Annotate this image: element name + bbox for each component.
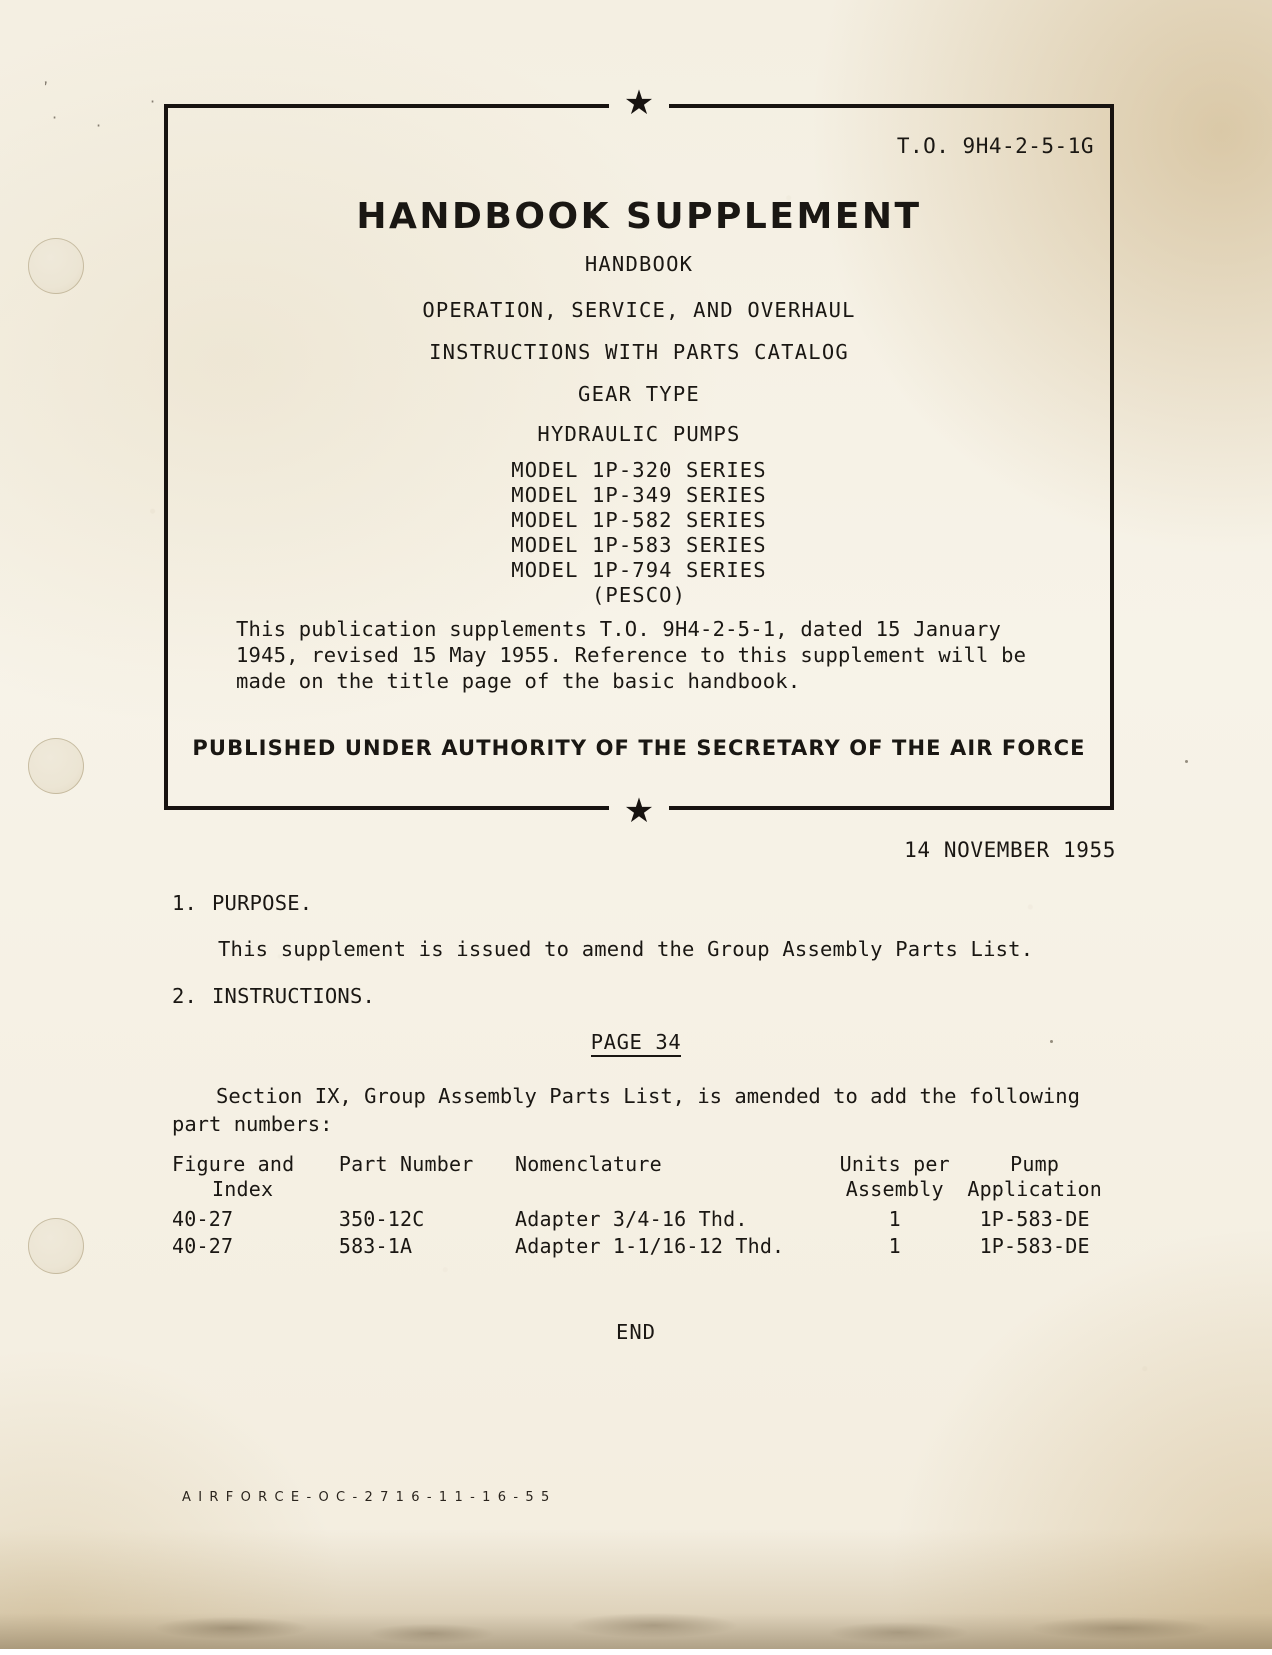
cell-pump-application: 1P-583-DE <box>979 1207 1090 1231</box>
parts-table <box>172 1152 1102 1260</box>
cell-figure-index: 40-27 <box>172 1234 234 1258</box>
column-header-units-per-assembly <box>822 1152 967 1206</box>
section-2-title: INSTRUCTIONS. <box>212 984 376 1008</box>
subtitle-operation: OPERATION, SERVICE, AND OVERHAUL <box>422 298 856 322</box>
cell-nomenclature: Adapter 3/4-16 Thd. <box>515 1207 748 1231</box>
parts-table-head <box>172 1152 1102 1206</box>
binder-punch-hole <box>28 238 84 294</box>
subtitle-instructions: INSTRUCTIONS WITH PARTS CATALOG <box>429 340 849 364</box>
column-header-pump-application <box>967 1152 1102 1206</box>
parts-table-body <box>172 1206 1102 1260</box>
section-1-title: PURPOSE. <box>212 891 313 915</box>
cell-units-per-assembly: 1 <box>888 1207 901 1231</box>
column-header-pump-line2: Application <box>967 1177 1102 1201</box>
subtitle-hydraulic-pumps: HYDRAULIC PUMPS <box>537 422 741 446</box>
page-edge-shadow <box>0 1529 1272 1649</box>
cell-part-number: 350-12C <box>338 1207 425 1231</box>
column-header-figure-line1: Figure and <box>172 1152 295 1176</box>
page-reference-label: PAGE 34 <box>591 1030 682 1057</box>
table-row <box>172 1233 1102 1260</box>
footer-printing-code: A I R F O R C E - O C - 2 7 1 6 - 1 1 - 1 6 - 5 5 <box>182 1490 551 1505</box>
table-header-row <box>172 1152 1102 1206</box>
table-row <box>172 1206 1102 1233</box>
column-header-nomenclature-label: Nomenclature <box>515 1152 662 1176</box>
border-rule-top-right <box>669 104 1114 108</box>
border-rule-bottom-left <box>164 806 609 810</box>
section-1-body: This supplement is issued to amend the Group Assembly Parts List. <box>218 937 1034 961</box>
section-1-number: 1. <box>172 891 198 915</box>
page-title: HANDBOOK SUPPLEMENT <box>356 196 922 237</box>
cell-figure-index: 40-27 <box>172 1207 234 1231</box>
border-rule-top-left <box>164 104 609 108</box>
cell-units-per-assembly: 1 <box>888 1234 901 1258</box>
supplement-note: This publication supplements T.O. 9H4-2-5-1, dated 15 January 1945, revised 15 May 1955. Reference to this supplement will be made on the title page of the basic handbook. <box>236 617 1027 693</box>
model-list <box>164 458 1114 608</box>
cell-pump-application: 1P-583-DE <box>979 1234 1090 1258</box>
model-list-item: MODEL 1P-349 SERIES <box>511 483 767 507</box>
paper-speck <box>1185 760 1188 763</box>
star-icon: ★ <box>623 83 655 123</box>
stray-pencil-mark: · <box>96 116 102 135</box>
amendment-paragraph <box>172 1082 1102 1138</box>
model-list-item: MODEL 1P-582 SERIES <box>511 508 767 532</box>
column-header-pump-line1: Pump <box>1010 1152 1060 1176</box>
document-date: 14 NOVEMBER 1955 <box>904 838 1116 862</box>
column-header-part-number <box>339 1152 515 1206</box>
binder-punch-hole <box>28 1218 84 1274</box>
cell-nomenclature: Adapter 1-1/16-12 Thd. <box>515 1234 785 1258</box>
page-edge-smudge <box>120 1601 1232 1655</box>
column-header-figure-index <box>172 1152 339 1206</box>
model-list-item: MODEL 1P-320 SERIES <box>511 458 767 482</box>
column-header-units-line1: Units per <box>839 1152 950 1176</box>
publishing-authority: PUBLISHED UNDER AUTHORITY OF THE SECRETARY OF THE AIR FORCE <box>192 736 1086 760</box>
model-list-item: MODEL 1P-583 SERIES <box>511 533 767 557</box>
column-header-figure-line2: Index <box>212 1177 274 1201</box>
binder-punch-hole <box>28 738 84 794</box>
star-icon: ★ <box>623 791 655 831</box>
column-header-part-number-label: Part Number <box>338 1152 474 1176</box>
section-2-number: 2. <box>172 984 198 1008</box>
model-list-item: MODEL 1P-794 SERIES <box>511 558 767 582</box>
stray-pencil-mark: ʼ <box>42 77 52 98</box>
title-block <box>164 83 1114 831</box>
subtitle-gear-type: GEAR TYPE <box>578 382 700 406</box>
column-header-nomenclature <box>515 1152 822 1206</box>
border-rule-bottom-right <box>669 806 1114 810</box>
cell-part-number: 583-1A <box>338 1234 413 1258</box>
stray-pencil-mark: · <box>150 92 156 111</box>
amendment-paragraph-text: Section IX, Group Assembly Parts List, is amended to add the following part numbers: <box>172 1084 1080 1136</box>
subtitle-handbook: HANDBOOK <box>584 252 694 276</box>
end-marker: END <box>615 1320 657 1344</box>
manufacturer-label: (PESCO) <box>591 583 687 607</box>
stray-pencil-mark: · <box>52 108 58 127</box>
page-reference <box>0 1030 1272 1054</box>
technical-order-number: T.O. 9H4-2-5-1G <box>896 134 1094 158</box>
column-header-units-line2: Assembly <box>845 1177 944 1201</box>
